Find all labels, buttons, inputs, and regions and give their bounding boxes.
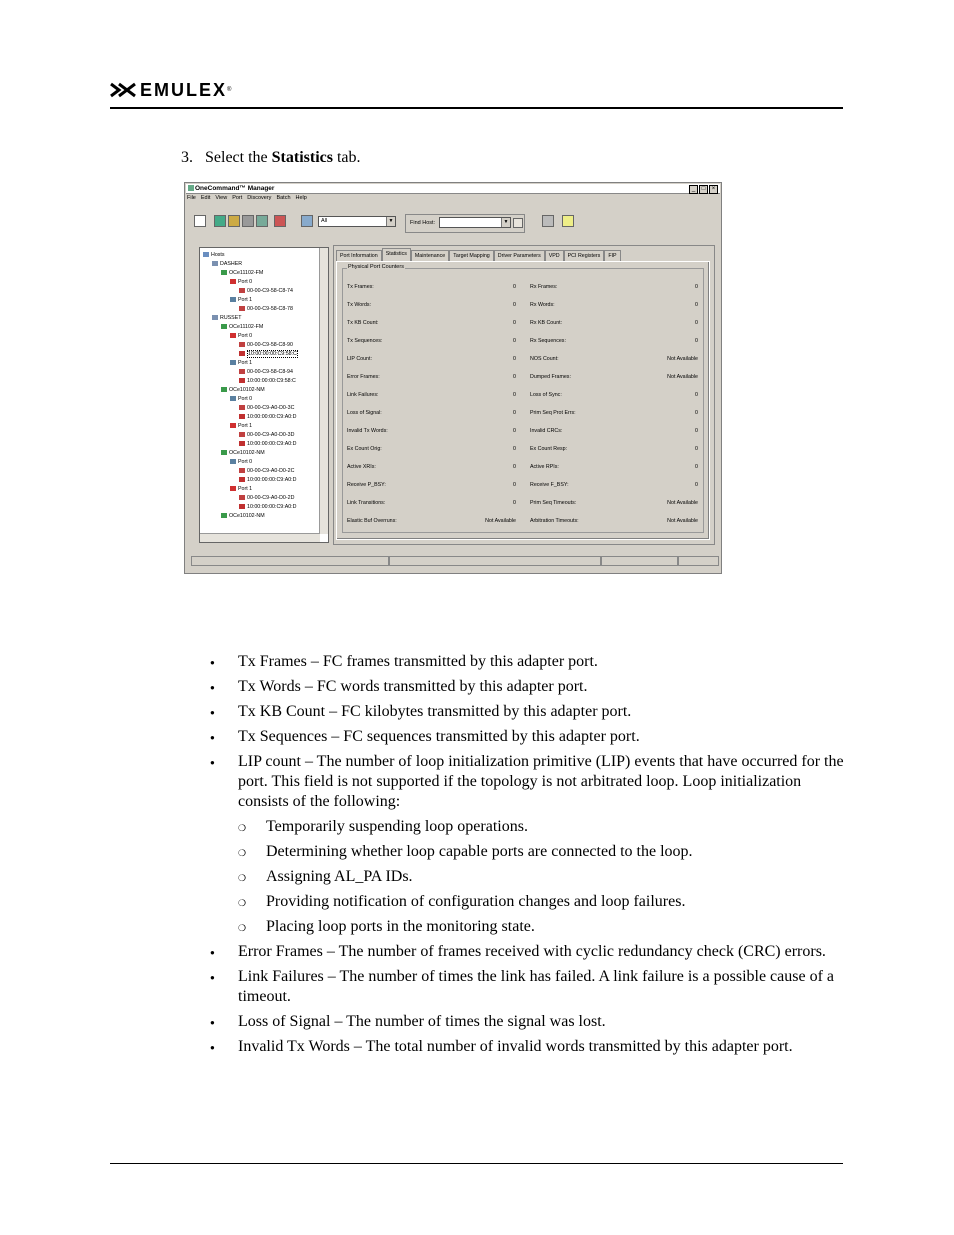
- tree-node[interactable]: [239, 403, 294, 412]
- fabric-view-icon[interactable]: [228, 215, 240, 227]
- step-prefix: Select the: [205, 149, 272, 166]
- adapter-icon: [221, 513, 227, 518]
- tree-node[interactable]: [230, 484, 252, 493]
- tree-node-label: 10:00:00:00:C9:A0:D: [247, 503, 297, 510]
- tree-node-label: 00-00-C9-58-C8-78: [247, 305, 293, 312]
- stat-value: Not Available: [485, 518, 516, 524]
- menu-edit[interactable]: Edit: [200, 195, 211, 201]
- list-item: ● Tx Words – FC words transmitted by this adapter port.: [210, 677, 850, 697]
- port-down-icon: [230, 279, 236, 284]
- tree-node[interactable]: [221, 511, 265, 520]
- stat-value: 0: [513, 302, 516, 308]
- stat-label: Rx Sequences:: [530, 338, 566, 344]
- stat-value: 0: [695, 302, 698, 308]
- stat-label: Ex Count Orig:: [347, 446, 382, 452]
- tree-node-label: 00-00-C9-A0-D0-2D: [247, 494, 295, 501]
- stat-value: 0: [513, 500, 516, 506]
- step-bold: Statistics: [271, 149, 333, 166]
- stat-value: 0: [513, 320, 516, 326]
- tab-bar: [336, 250, 621, 261]
- stat-label: Prim Seq Prot Errs:: [530, 410, 576, 416]
- stat-label: Tx Frames:: [347, 284, 374, 290]
- list-item: ● Tx KB Count – FC kilobytes transmitted by this adapter port.: [210, 702, 850, 722]
- nic-icon: [239, 306, 245, 311]
- tree-node[interactable]: [230, 331, 252, 340]
- tree-node-label: Port 1: [238, 359, 253, 366]
- details-panel: [333, 245, 715, 545]
- download-icon[interactable]: [542, 215, 554, 227]
- tree-node[interactable]: [239, 367, 293, 376]
- tab-driver-parameters[interactable]: Driver Parameters: [494, 250, 545, 261]
- tree-node-label: 00-00-C9-A0-D0-3C: [247, 404, 295, 411]
- list-item: ● Error Frames – The number of frames received with cyclic redundancy check (CRC) errors.: [210, 942, 850, 962]
- fc-icon: [239, 414, 245, 419]
- tab-statistics[interactable]: Statistics: [382, 248, 411, 261]
- tree-node[interactable]: [239, 286, 293, 295]
- stat-label: Tx Sequences:: [347, 338, 383, 344]
- header-rule: [110, 107, 843, 109]
- tree-node[interactable]: [230, 358, 252, 367]
- stat-label: Tx Words:: [347, 302, 372, 308]
- tab-port-information[interactable]: Port Information: [336, 250, 382, 261]
- tab-fip[interactable]: FIP: [604, 250, 620, 261]
- maximize-button[interactable]: □: [699, 185, 708, 194]
- stat-value: 0: [513, 482, 516, 488]
- tree-node-label: 00-00-C9-58-C8-90: [247, 341, 293, 348]
- step-suffix: tab.: [332, 149, 361, 166]
- stat-label: Arbitration Timeouts:: [530, 518, 579, 524]
- fc-icon: [239, 441, 245, 446]
- tree-node[interactable]: [239, 304, 293, 313]
- filter-value: All: [321, 218, 328, 224]
- menu-bar: [187, 195, 307, 201]
- tree-node[interactable]: [239, 376, 296, 385]
- host-tree[interactable]: [199, 247, 329, 543]
- tree-node-label: 00-00-C9-58-C8-74: [247, 287, 293, 294]
- tree-node-label: 00-00-C9-A0-D0-2C: [247, 467, 295, 474]
- tree-node[interactable]: [203, 250, 225, 259]
- list-item: ● Link Failures – The number of times the link has failed. A link failure is a possible cause of a timeout.: [210, 967, 850, 1007]
- stat-label: Active RPIs:: [530, 464, 559, 470]
- tree-node[interactable]: [221, 385, 265, 394]
- tree-node[interactable]: [212, 313, 242, 322]
- status-bar: [191, 556, 717, 566]
- nic-icon: [239, 369, 245, 374]
- stat-value: 0: [513, 446, 516, 452]
- stat-label: Loss of Signal:: [347, 410, 382, 416]
- tree-node-label: 00-00-C9-58-C8-94: [247, 368, 293, 375]
- nic-icon: [239, 405, 245, 410]
- tree-node[interactable]: [239, 493, 294, 502]
- tree-node[interactable]: [239, 439, 296, 448]
- tree-node-label: 10:00:00:00:C9:58:C: [247, 377, 296, 384]
- tree-node-label: Hosts: [211, 251, 225, 258]
- hosts-icon: [203, 252, 209, 257]
- tree-node-label: RUSSET: [220, 314, 242, 321]
- tree-node[interactable]: [230, 277, 252, 286]
- stat-label: Dumped Frames:: [530, 374, 571, 380]
- status-pane-3: [601, 556, 678, 566]
- emulex-logo: [110, 80, 231, 100]
- tree-node[interactable]: [221, 268, 263, 277]
- filter-select[interactable]: [318, 216, 396, 227]
- nic-icon: [239, 432, 245, 437]
- sub-list-item: ❍ Providing notification of configuration changes and loop failures.: [238, 892, 850, 912]
- tree-node-label: Port 1: [238, 296, 253, 303]
- stat-value: 0: [513, 338, 516, 344]
- nic-icon: [239, 468, 245, 473]
- port-down-icon: [230, 333, 236, 338]
- physical-port-counters-group: [342, 264, 704, 533]
- footer-rule: [110, 1163, 843, 1164]
- tree-node[interactable]: [230, 295, 252, 304]
- stat-value: Not Available: [667, 500, 698, 506]
- hosts-view-icon[interactable]: [214, 215, 226, 227]
- port-icon: [230, 396, 236, 401]
- tree-node[interactable]: [239, 502, 296, 511]
- status-pane-2: [389, 556, 601, 566]
- find-button-icon[interactable]: [513, 218, 523, 228]
- nic-icon: [239, 495, 245, 500]
- port-icon: [230, 360, 236, 365]
- sub-list-item: ❍ Determining whether loop capable ports are connected to the loop.: [238, 842, 850, 862]
- refresh-icon[interactable]: [194, 215, 206, 227]
- status-pane-1: [191, 556, 389, 566]
- sub-list-item: ❍ Placing loop ports in the monitoring state.: [238, 917, 850, 937]
- menu-batch[interactable]: Batch: [276, 195, 291, 201]
- menu-file[interactable]: File: [187, 195, 196, 201]
- stat-label: Rx Frames:: [530, 284, 558, 290]
- adapter-icon: [221, 324, 227, 329]
- logo-text: EMULEX: [140, 79, 228, 100]
- stat-label: Receive P_BSY:: [347, 482, 386, 488]
- port-icon: [230, 297, 236, 302]
- menu-view[interactable]: View: [215, 195, 228, 201]
- app-icon: [188, 185, 194, 191]
- title-bar: [186, 184, 720, 194]
- stat-value: 0: [695, 428, 698, 434]
- stat-label: Elastic Buf Overruns:: [347, 518, 397, 524]
- find-host-label: Find Host:: [410, 220, 436, 226]
- tab-vpd[interactable]: VPD: [545, 250, 564, 261]
- tree-node[interactable]: [239, 466, 294, 475]
- find-host-input[interactable]: [439, 217, 511, 228]
- tab-maintenance[interactable]: Maintenance: [411, 250, 449, 261]
- fc-icon: [239, 504, 245, 509]
- stat-value: 0: [695, 320, 698, 326]
- tree-node-label: OCe10102-NM: [229, 512, 265, 519]
- list-item-text: LIP count – The number of loop initialization primitive (LIP) events that have occurred for the port. This field is not supported if the topology is not arbitrated loop. Loop initialization consists of the following:: [238, 753, 844, 810]
- filter-icon[interactable]: [301, 215, 313, 227]
- stat-value: 0: [513, 464, 516, 470]
- status-pane-4: [678, 556, 719, 566]
- tree-node-label: Port 1: [238, 422, 253, 429]
- help-icon[interactable]: [562, 215, 574, 227]
- stat-value: 0: [513, 356, 516, 362]
- fc-icon: [239, 477, 245, 482]
- stat-value: 0: [695, 392, 698, 398]
- stat-value: Not Available: [667, 374, 698, 380]
- tree-horizontal-scrollbar[interactable]: [200, 533, 320, 542]
- stat-value: 0: [513, 428, 516, 434]
- port-icon: [230, 459, 236, 464]
- find-host-box: [405, 214, 525, 233]
- tree-node[interactable]: [212, 259, 242, 268]
- stat-value: 0: [513, 284, 516, 290]
- tree-node[interactable]: [230, 394, 252, 403]
- menu-help[interactable]: Help: [295, 195, 307, 201]
- host-icon: [212, 315, 218, 320]
- nic-icon: [239, 342, 245, 347]
- tree-node-label: 10:00:00:00:C9:A0:D: [247, 476, 297, 483]
- port-down-icon: [230, 423, 236, 428]
- tree-node-label: Port 0: [238, 458, 253, 465]
- stat-value: 0: [513, 410, 516, 416]
- tree-node[interactable]: [239, 412, 296, 421]
- stat-label: Rx KB Count:: [530, 320, 563, 326]
- app-window: [184, 182, 722, 574]
- nic-icon: [239, 288, 245, 293]
- tree-node-label: DASHER: [220, 260, 243, 267]
- sub-list-item: ❍ Temporarily suspending loop operations.: [238, 817, 850, 837]
- adapter-icon: [221, 387, 227, 392]
- stat-value: 0: [695, 464, 698, 470]
- stat-label: Receive F_BSY:: [530, 482, 569, 488]
- host-icon: [212, 261, 218, 266]
- close-button[interactable]: ×: [709, 185, 718, 194]
- stat-label: Invalid Tx Words:: [347, 428, 388, 434]
- discovery-icon[interactable]: [274, 215, 286, 227]
- stat-value: 0: [695, 410, 698, 416]
- adapter-icon: [221, 270, 227, 275]
- tree-node[interactable]: [239, 340, 293, 349]
- menu-discovery[interactable]: Discovery: [247, 195, 272, 201]
- stat-label: Link Failures:: [347, 392, 379, 398]
- sub-list-item: ❍ Assigning AL_PA IDs.: [238, 867, 850, 887]
- stat-label: Tx KB Count:: [347, 320, 379, 326]
- local-hosts-icon[interactable]: [256, 215, 268, 227]
- tree-node[interactable]: [221, 448, 265, 457]
- stat-label: Ex Count Resp:: [530, 446, 568, 452]
- tree-node-label: 10:00:00:00:C9:A0:D: [247, 440, 297, 447]
- window-title: OneCommand™ Manager: [195, 185, 275, 192]
- stat-label: Rx Words:: [530, 302, 555, 308]
- stat-label: Invalid CRCs:: [530, 428, 563, 434]
- tree-vertical-scrollbar[interactable]: [319, 248, 328, 534]
- list-item: ● Invalid Tx Words – The total number of invalid words transmitted by this adapter port.: [210, 1037, 850, 1057]
- vport-view-icon[interactable]: [242, 215, 254, 227]
- group-title: Physical Port Counters: [348, 264, 404, 270]
- emulex-mark-icon: [110, 82, 136, 98]
- list-item-lip-count: [210, 752, 850, 937]
- loop-init-sublist: [238, 817, 850, 937]
- statistics-definitions: [210, 652, 850, 1062]
- minimize-button[interactable]: _: [689, 185, 698, 194]
- tree-node-label: Port 0: [238, 332, 253, 339]
- tree-node-label: Port 0: [238, 278, 253, 285]
- port-down-icon: [230, 486, 236, 491]
- window-controls: [689, 185, 718, 194]
- tab-pci-registers[interactable]: PCI Registers: [564, 250, 605, 261]
- fc-icon: [239, 351, 245, 356]
- stat-label: Error Frames:: [347, 374, 380, 380]
- stat-label: LIP Count:: [347, 356, 372, 362]
- tree-node[interactable]: [230, 421, 252, 430]
- stat-label: Active XRIs:: [347, 464, 376, 470]
- tree-node[interactable]: [239, 475, 296, 484]
- stat-value: 0: [695, 338, 698, 344]
- stat-value: 0: [695, 482, 698, 488]
- tree-node-label: 00-00-C9-A0-D0-3D: [247, 431, 295, 438]
- tree-node-label: OCe10102-NM: [229, 449, 265, 456]
- list-item: ● Tx Sequences – FC sequences transmitted by this adapter port.: [210, 727, 850, 747]
- tree-node-label: OCe11102-FM: [229, 269, 264, 276]
- tree-node-label: Port 1: [238, 485, 253, 492]
- list-item: ● Loss of Signal – The number of times the signal was lost.: [210, 1012, 850, 1032]
- tree-node[interactable]: [230, 457, 252, 466]
- logo-trademark: ®: [227, 87, 232, 93]
- stat-value: Not Available: [667, 518, 698, 524]
- tree-node-label: OCe11102-FM: [229, 323, 264, 330]
- stat-value: 0: [513, 374, 516, 380]
- stat-value: 0: [695, 446, 698, 452]
- stat-label: Prim Seq Timeouts:: [530, 500, 577, 506]
- tree-node-label: 10:00:00:00:C9:58:C: [248, 350, 297, 357]
- tree-node[interactable]: [221, 322, 263, 331]
- step-number: 3.: [181, 149, 193, 166]
- tab-target-mapping[interactable]: Target Mapping: [449, 250, 494, 261]
- stat-label: NOS Count:: [530, 356, 559, 362]
- fc-icon: [239, 378, 245, 383]
- stat-label: Loss of Sync:: [530, 392, 562, 398]
- stat-label: Link Transitions:: [347, 500, 386, 506]
- chevron-down-icon: ▼: [501, 218, 510, 227]
- step-instruction: [181, 149, 361, 167]
- toolbar: [188, 214, 718, 234]
- stat-value: Not Available: [667, 356, 698, 362]
- list-item: ● Tx Frames – FC frames transmitted by this adapter port.: [210, 652, 850, 672]
- menu-port[interactable]: Port: [232, 195, 243, 201]
- chevron-down-icon: ▼: [386, 217, 395, 226]
- tree-node[interactable]: [239, 430, 294, 439]
- tree-node-label: OCe10102-NM: [229, 386, 265, 393]
- statistics-tab-page: [336, 261, 710, 540]
- tree-node[interactable]: [239, 349, 298, 358]
- stat-value: 0: [513, 392, 516, 398]
- tree-node-label: Port 0: [238, 395, 253, 402]
- adapter-icon: [221, 450, 227, 455]
- stat-value: 0: [695, 284, 698, 290]
- tree-node-label: 10:00:00:00:C9:A0:D: [247, 413, 297, 420]
